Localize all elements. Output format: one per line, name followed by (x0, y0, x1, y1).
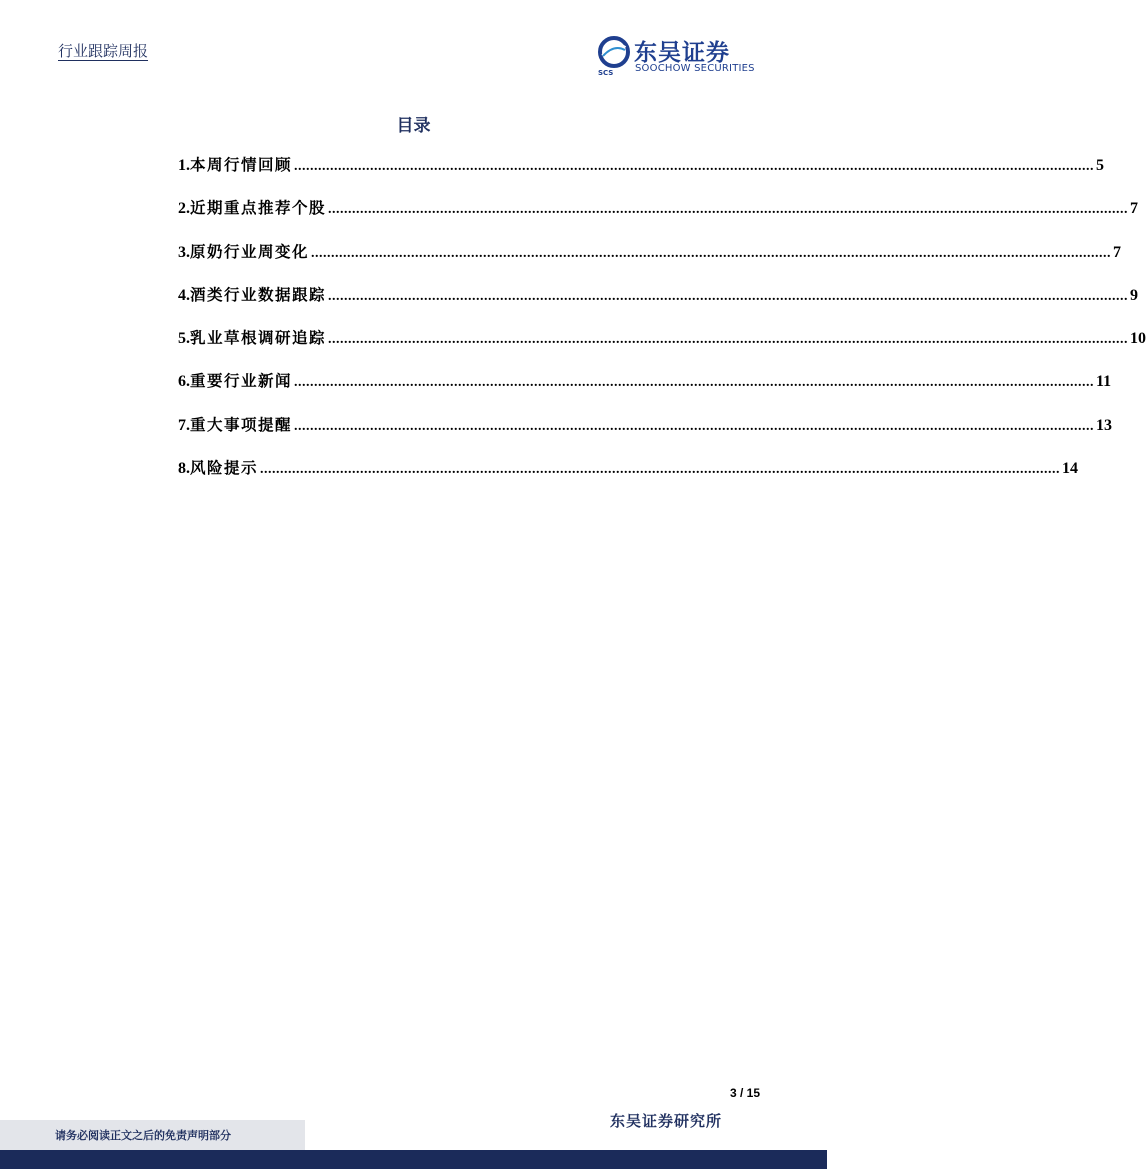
page-indicator: 3 / 15 (730, 1086, 761, 1100)
toc-leader-dots: ........................................................................................................................................................................................................ (328, 288, 1129, 304)
report-type-header: 行业跟踪周报 (58, 42, 149, 60)
toc-item-page: 14 (1062, 460, 1079, 478)
toc-leader-dots: ........................................................................................................................................................................................................ (328, 202, 1129, 218)
toc-item-label: 乳业草根调研追踪 (190, 329, 327, 348)
toc-item[interactable] (178, 326, 1146, 350)
toc-item-page: 7 (1113, 243, 1122, 261)
toc-item[interactable] (178, 196, 1139, 220)
footer-disclaimer: 请务必阅读正文之后的免责声明部分 (55, 1129, 231, 1142)
toc-item[interactable] (178, 240, 1122, 264)
toc-leader-dots: ........................................................................................................................................................................................................ (328, 332, 1129, 348)
logo-english-name: SOOCHOW SECURITIES (635, 63, 755, 74)
toc-item-number: 2. (178, 200, 190, 218)
toc-item-label: 重大事项提醒 (190, 415, 293, 434)
footer-bar (0, 1150, 827, 1169)
table-of-contents (178, 153, 1146, 499)
toc-item-label: 本周行情回顾 (190, 156, 293, 174)
toc-item-number: 6. (178, 373, 190, 391)
toc-item-page: 9 (1130, 286, 1139, 304)
toc-item-number: 5. (178, 330, 190, 348)
toc-item-label: 酒类行业数据跟踪 (190, 285, 327, 304)
toc-item-page: 7 (1130, 200, 1139, 218)
toc-item[interactable] (178, 456, 1079, 480)
toc-item-number: 4. (178, 286, 190, 304)
scs-logo-icon (597, 36, 631, 70)
logo-abbreviation: SCS (598, 69, 614, 77)
toc-item-label: 原奶行业周变化 (190, 242, 310, 261)
footer-institute: 东吴证券研究所 (610, 1112, 723, 1130)
toc-leader-dots: ........................................................................................................................................................................................................ (294, 159, 1095, 174)
toc-item-number: 7. (178, 416, 190, 434)
toc-item-page: 11 (1096, 373, 1112, 391)
company-logo (597, 36, 769, 76)
toc-item-label: 近期重点推荐个股 (190, 199, 327, 218)
toc-item-number: 1. (178, 157, 190, 174)
toc-leader-dots: ........................................................................................................................................................................................................ (260, 462, 1061, 478)
toc-item[interactable] (178, 369, 1112, 393)
toc-item-number: 8. (178, 460, 190, 478)
toc-item[interactable] (178, 413, 1113, 437)
toc-item-label: 风险提示 (190, 459, 259, 478)
toc-item-label: 重要行业新闻 (190, 372, 293, 391)
toc-leader-dots: ........................................................................................................................................................................................................ (294, 375, 1095, 391)
toc-leader-dots: ........................................................................................................................................................................................................ (294, 418, 1095, 434)
toc-leader-dots: ........................................................................................................................................................................................................ (311, 245, 1112, 261)
toc-item[interactable] (178, 283, 1139, 307)
toc-title: 目录 (396, 116, 431, 136)
toc-item-number: 3. (178, 243, 190, 261)
toc-item-page: 13 (1096, 416, 1113, 434)
toc-item-page: 5 (1096, 157, 1105, 174)
toc-item-page: 10 (1130, 330, 1146, 348)
toc-item[interactable] (178, 153, 1105, 177)
logo-chinese-name: 东吴证券 (634, 40, 730, 66)
